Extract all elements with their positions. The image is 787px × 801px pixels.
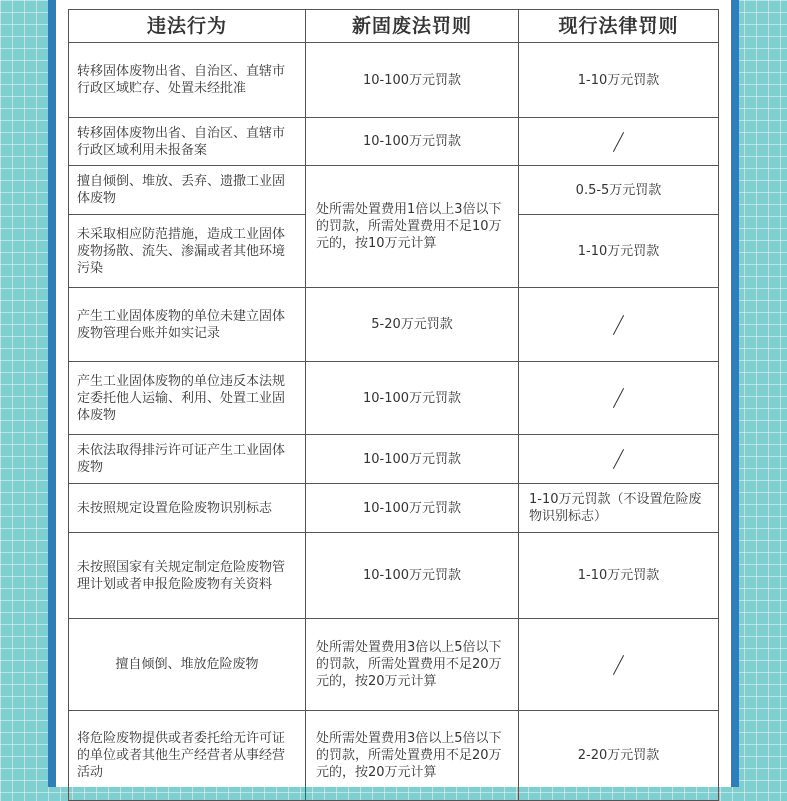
violation-cell: 擅自倾倒、堆放、丢弃、遗撒工业固体废物 xyxy=(69,166,306,215)
violation-cell: 转移固体废物出省、自治区、直辖市行政区域贮存、处置未经批准 xyxy=(69,43,306,118)
current-penalty-cell xyxy=(519,118,719,166)
violation-cell: 擅自倾倒、堆放危险废物 xyxy=(69,619,306,711)
table-row xyxy=(69,362,719,435)
table-row xyxy=(69,166,719,215)
new-penalty-cell: 10-100万元罚款 xyxy=(306,435,519,484)
current-penalty-cell xyxy=(519,619,719,711)
table-row xyxy=(69,118,719,166)
new-penalty-cell: 10-100万元罚款 xyxy=(306,118,519,166)
right-border-strip xyxy=(731,0,739,787)
new-penalty-cell: 处所需处置费用3倍以上5倍以下的罚款，所需处置费用不足20万元的，按20万元计算 xyxy=(306,619,519,711)
violation-cell: 产生工业固体废物的单位违反本法规定委托他人运输、利用、处置工业固体废物 xyxy=(69,362,306,435)
current-penalty-cell: 1-10万元罚款 xyxy=(519,43,719,118)
slash-mark xyxy=(613,388,624,408)
header-current-law-penalty: 现行法律罚则 xyxy=(519,10,719,43)
new-penalty-cell: 5-20万元罚款 xyxy=(306,288,519,362)
slash-mark xyxy=(613,449,624,469)
current-penalty-cell: 1-10万元罚款（不设置危险废物识别标志） xyxy=(519,484,719,533)
current-penalty-cell: 2-20万元罚款 xyxy=(519,711,719,801)
slash-mark xyxy=(613,655,624,675)
header-violation: 违法行为 xyxy=(69,10,306,43)
new-penalty-cell: 10-100万元罚款 xyxy=(306,533,519,619)
left-border-strip xyxy=(48,0,56,787)
violation-cell: 未采取相应防范措施，造成工业固体废物扬散、流失、渗漏或者其他环境污染 xyxy=(69,215,306,288)
new-penalty-cell: 处所需处置费用3倍以上5倍以下的罚款，所需处置费用不足20万元的，按20万元计算 xyxy=(306,711,519,801)
current-penalty-cell xyxy=(519,288,719,362)
table-row xyxy=(69,619,719,711)
table-row xyxy=(69,484,719,533)
table-row xyxy=(69,43,719,118)
violation-cell: 将危险废物提供或者委托给无许可证的单位或者其他生产经营者从事经营活动 xyxy=(69,711,306,801)
new-penalty-cell: 处所需处置费用1倍以上3倍以下的罚款，所需处置费用不足10万元的，按10万元计算 xyxy=(306,166,519,288)
table-row xyxy=(69,711,719,801)
table-row xyxy=(69,435,719,484)
slash-mark xyxy=(613,315,624,335)
new-penalty-cell: 10-100万元罚款 xyxy=(306,43,519,118)
table-row xyxy=(69,288,719,362)
violation-cell: 未依法取得排污许可证产生工业固体废物 xyxy=(69,435,306,484)
table-header-row xyxy=(69,10,719,43)
slash-mark xyxy=(613,132,624,152)
current-penalty-cell: 1-10万元罚款 xyxy=(519,215,719,288)
header-new-law-penalty: 新固废法罚则 xyxy=(306,10,519,43)
current-penalty-cell xyxy=(519,362,719,435)
current-penalty-cell xyxy=(519,435,719,484)
new-penalty-cell: 10-100万元罚款 xyxy=(306,362,519,435)
table-row xyxy=(69,533,719,619)
penalty-comparison-table xyxy=(68,9,719,801)
violation-cell: 转移固体废物出省、自治区、直辖市行政区域利用未报备案 xyxy=(69,118,306,166)
violation-cell: 产生工业固体废物的单位未建立固体废物管理台账并如实记录 xyxy=(69,288,306,362)
violation-cell: 未按照国家有关规定制定危险废物管理计划或者申报危险废物有关资料 xyxy=(69,533,306,619)
new-penalty-cell: 10-100万元罚款 xyxy=(306,484,519,533)
document-sheet xyxy=(56,0,731,787)
violation-cell: 未按照规定设置危险废物识别标志 xyxy=(69,484,306,533)
current-penalty-cell: 0.5-5万元罚款 xyxy=(519,166,719,215)
current-penalty-cell: 1-10万元罚款 xyxy=(519,533,719,619)
